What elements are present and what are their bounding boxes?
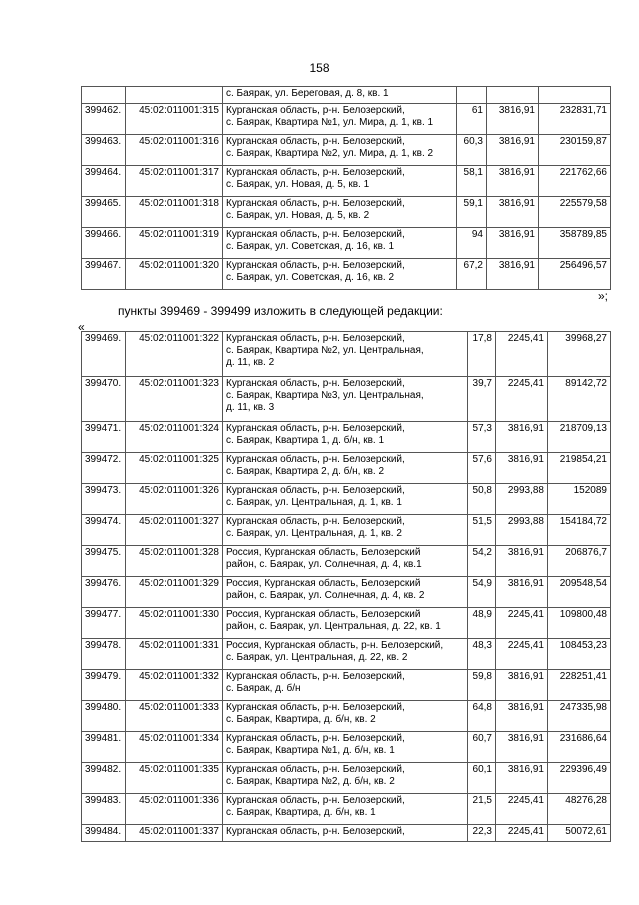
register-table-top bbox=[81, 86, 611, 290]
address-line: Курганская область, р-н. Белозерский, bbox=[226, 733, 405, 744]
cadastral-value-cell: 218709,13 bbox=[548, 422, 611, 453]
item-number-cell: 399476. bbox=[82, 577, 126, 608]
item-number-cell: 399462. bbox=[82, 104, 126, 135]
cadastral-value-cell: 109800,48 bbox=[548, 608, 611, 639]
address-cell bbox=[223, 639, 468, 670]
item-number-cell: 399479. bbox=[82, 670, 126, 701]
cadastral-number-cell: 45:02:011001:316 bbox=[126, 135, 223, 166]
item-number-cell: 399475. bbox=[82, 546, 126, 577]
address-line: Курганская область, р-н. Белозерский, bbox=[226, 795, 405, 806]
address-line: с. Баярак, Квартира, д. б/н, кв. 1 bbox=[226, 807, 376, 818]
item-number-cell: 399470. bbox=[82, 377, 126, 422]
item-number-cell: 399474. bbox=[82, 515, 126, 546]
rate-cell: 3816,91 bbox=[496, 453, 548, 484]
cadastral-value-cell: 89142,72 bbox=[548, 377, 611, 422]
item-number-cell: 399469. bbox=[82, 332, 126, 377]
cadastral-value-cell: 152089 bbox=[548, 484, 611, 515]
address-line: с. Баярак, Квартира, д. б/н, кв. 2 bbox=[226, 714, 376, 725]
address-line: Курганская область, р-н. Белозерский, bbox=[226, 671, 405, 682]
address-line: Курганская область, р-н. Белозерский, bbox=[226, 764, 405, 775]
item-number-cell: 399483. bbox=[82, 794, 126, 825]
cadastral-number-cell: 45:02:011001:326 bbox=[126, 484, 223, 515]
address-cell bbox=[223, 228, 457, 259]
rate-cell: 2245,41 bbox=[496, 825, 548, 842]
cadastral-value-cell: 221762,66 bbox=[539, 166, 611, 197]
table-row bbox=[82, 453, 611, 484]
rate-cell: 3816,91 bbox=[487, 228, 539, 259]
address-line: с. Баярак, ул. Центральная, д. 1, кв. 1 bbox=[226, 497, 402, 508]
address-cell bbox=[223, 608, 468, 639]
address-line: с. Баярак, ул. Новая, д. 5, кв. 1 bbox=[226, 179, 370, 190]
address-line: Россия, Курганская область, Белозерский bbox=[226, 578, 421, 589]
area-cell: 54,9 bbox=[468, 577, 496, 608]
cadastral-value-cell bbox=[539, 87, 611, 104]
rate-cell bbox=[487, 87, 539, 104]
cadastral-value-cell: 256496,57 bbox=[539, 259, 611, 290]
address-line: Курганская область, р-н. Белозерский, bbox=[226, 702, 405, 713]
item-number-cell: 399464. bbox=[82, 166, 126, 197]
address-cell bbox=[223, 825, 468, 842]
address-cell bbox=[223, 104, 457, 135]
cadastral-number-cell: 45:02:011001:318 bbox=[126, 197, 223, 228]
address-line: с. Баярак, ул. Советская, д. 16, кв. 2 bbox=[226, 272, 395, 283]
table-row bbox=[82, 259, 611, 290]
address-cell bbox=[223, 166, 457, 197]
rate-cell: 3816,91 bbox=[496, 422, 548, 453]
table-row bbox=[82, 484, 611, 515]
item-number-cell: 399471. bbox=[82, 422, 126, 453]
area-cell: 39,7 bbox=[468, 377, 496, 422]
address-cell bbox=[223, 87, 457, 104]
rate-cell: 2993,88 bbox=[496, 484, 548, 515]
address-line: с. Баярак, Квартира №2, ул. Мира, д. 1, кв. 2 bbox=[226, 148, 434, 159]
area-cell: 59,1 bbox=[457, 197, 487, 228]
opening-quote-mark: « bbox=[78, 320, 85, 334]
address-cell bbox=[223, 794, 468, 825]
address-line: Курганская область, р-н. Белозерский, bbox=[226, 136, 405, 147]
table-row bbox=[82, 546, 611, 577]
area-cell: 21,5 bbox=[468, 794, 496, 825]
rate-cell: 2245,41 bbox=[496, 608, 548, 639]
item-number-cell bbox=[82, 87, 126, 104]
area-cell: 57,6 bbox=[468, 453, 496, 484]
cadastral-value-cell: 48276,28 bbox=[548, 794, 611, 825]
address-cell bbox=[223, 732, 468, 763]
item-number-cell: 399473. bbox=[82, 484, 126, 515]
address-line: Курганская область, р-н. Белозерский, bbox=[226, 485, 405, 496]
cadastral-number-cell: 45:02:011001:315 bbox=[126, 104, 223, 135]
cadastral-number-cell: 45:02:011001:325 bbox=[126, 453, 223, 484]
item-number-cell: 399484. bbox=[82, 825, 126, 842]
area-cell bbox=[457, 87, 487, 104]
rate-cell: 2993,88 bbox=[496, 515, 548, 546]
address-line: Курганская область, р-н. Белозерский, bbox=[226, 454, 405, 465]
address-line: д. 11, кв. 2 bbox=[226, 357, 275, 368]
address-cell bbox=[223, 453, 468, 484]
address-line: д. 11, кв. 3 bbox=[226, 402, 275, 413]
cadastral-value-cell: 206876,7 bbox=[548, 546, 611, 577]
area-cell: 60,1 bbox=[468, 763, 496, 794]
address-line: с. Баярак, Квартира №2, д. б/н, кв. 2 bbox=[226, 776, 395, 787]
table-row bbox=[82, 732, 611, 763]
rate-cell: 2245,41 bbox=[496, 332, 548, 377]
address-line: с. Баярак, ул. Береговая, д. 8, кв. 1 bbox=[226, 88, 389, 99]
cadastral-number-cell: 45:02:011001:317 bbox=[126, 166, 223, 197]
address-line: район, с. Баярак, ул. Солнечная, д. 4, кв.1 bbox=[226, 559, 422, 570]
address-line: район, с. Баярак, ул. Солнечная, д. 4, кв. 2 bbox=[226, 590, 425, 601]
address-cell bbox=[223, 197, 457, 228]
area-cell: 48,3 bbox=[468, 639, 496, 670]
rate-cell: 3816,91 bbox=[496, 670, 548, 701]
address-cell bbox=[223, 670, 468, 701]
rate-cell: 3816,91 bbox=[487, 104, 539, 135]
cadastral-value-cell: 219854,21 bbox=[548, 453, 611, 484]
table-row bbox=[82, 608, 611, 639]
address-cell bbox=[223, 377, 468, 422]
cadastral-number-cell: 45:02:011001:328 bbox=[126, 546, 223, 577]
address-line: Россия, Курганская область, р-н. Белозерский, bbox=[226, 640, 444, 651]
cadastral-number-cell: 45:02:011001:334 bbox=[126, 732, 223, 763]
address-line: с. Баярак, ул. Центральная, д. 22, кв. 2 bbox=[226, 652, 408, 663]
address-cell bbox=[223, 332, 468, 377]
address-cell bbox=[223, 701, 468, 732]
area-cell: 51,5 bbox=[468, 515, 496, 546]
cadastral-number-cell: 45:02:011001:335 bbox=[126, 763, 223, 794]
area-cell: 67,2 bbox=[457, 259, 487, 290]
cadastral-number-cell: 45:02:011001:333 bbox=[126, 701, 223, 732]
item-number-cell: 399466. bbox=[82, 228, 126, 259]
address-cell bbox=[223, 763, 468, 794]
cadastral-number-cell: 45:02:011001:336 bbox=[126, 794, 223, 825]
cadastral-value-cell: 247335,98 bbox=[548, 701, 611, 732]
address-line: с. Баярак, Квартира №3, ул. Центральная, bbox=[226, 390, 424, 401]
rate-cell: 2245,41 bbox=[496, 639, 548, 670]
address-cell bbox=[223, 515, 468, 546]
address-cell bbox=[223, 484, 468, 515]
cadastral-value-cell: 228251,41 bbox=[548, 670, 611, 701]
cadastral-number-cell: 45:02:011001:329 bbox=[126, 577, 223, 608]
address-line: Россия, Курганская область, Белозерский bbox=[226, 547, 421, 558]
cadastral-value-cell: 154184,72 bbox=[548, 515, 611, 546]
cadastral-value-cell: 231686,64 bbox=[548, 732, 611, 763]
item-number-cell: 399480. bbox=[82, 701, 126, 732]
cadastral-number-cell: 45:02:011001:322 bbox=[126, 332, 223, 377]
table-row bbox=[82, 104, 611, 135]
address-line: Курганская область, р-н. Белозерский, bbox=[226, 423, 405, 434]
cadastral-number-cell: 45:02:011001:320 bbox=[126, 259, 223, 290]
cadastral-number-cell: 45:02:011001:331 bbox=[126, 639, 223, 670]
register-table-bottom bbox=[81, 331, 611, 842]
area-cell: 57,3 bbox=[468, 422, 496, 453]
amendment-instruction: пункты 399469 - 399499 изложить в следующей редакции: bbox=[118, 304, 443, 318]
cadastral-value-cell: 229396,49 bbox=[548, 763, 611, 794]
area-cell: 50,8 bbox=[468, 484, 496, 515]
table-row bbox=[82, 166, 611, 197]
area-cell: 64,8 bbox=[468, 701, 496, 732]
address-cell bbox=[223, 422, 468, 453]
address-line: Курганская область, р-н. Белозерский, bbox=[226, 826, 405, 837]
table-row bbox=[82, 794, 611, 825]
table-row bbox=[82, 825, 611, 842]
address-cell bbox=[223, 135, 457, 166]
table-row bbox=[82, 763, 611, 794]
address-line: с. Баярак, Квартира №1, ул. Мира, д. 1, кв. 1 bbox=[226, 117, 434, 128]
address-line: с. Баярак, ул. Советская, д. 16, кв. 1 bbox=[226, 241, 395, 252]
cadastral-number-cell: 45:02:011001:324 bbox=[126, 422, 223, 453]
rate-cell: 3816,91 bbox=[487, 197, 539, 228]
address-cell bbox=[223, 259, 457, 290]
cadastral-value-cell: 225579,58 bbox=[539, 197, 611, 228]
table-row bbox=[82, 515, 611, 546]
address-line: Курганская область, р-н. Белозерский, bbox=[226, 229, 405, 240]
cadastral-number-cell: 45:02:011001:337 bbox=[126, 825, 223, 842]
item-number-cell: 399482. bbox=[82, 763, 126, 794]
area-cell: 60,3 bbox=[457, 135, 487, 166]
area-cell: 61 bbox=[457, 104, 487, 135]
rate-cell: 3816,91 bbox=[496, 577, 548, 608]
address-cell bbox=[223, 546, 468, 577]
rate-cell: 3816,91 bbox=[496, 732, 548, 763]
cadastral-number-cell: 45:02:011001:323 bbox=[126, 377, 223, 422]
cadastral-value-cell: 108453,23 bbox=[548, 639, 611, 670]
table-row bbox=[82, 87, 611, 104]
rate-cell: 3816,91 bbox=[496, 763, 548, 794]
table-row bbox=[82, 701, 611, 732]
address-line: с. Баярак, ул. Новая, д. 5, кв. 2 bbox=[226, 210, 370, 221]
cadastral-value-cell: 39968,27 bbox=[548, 332, 611, 377]
cadastral-value-cell: 209548,54 bbox=[548, 577, 611, 608]
table-row bbox=[82, 135, 611, 166]
rate-cell: 3816,91 bbox=[487, 259, 539, 290]
cadastral-number-cell: 45:02:011001:332 bbox=[126, 670, 223, 701]
item-number-cell: 399477. bbox=[82, 608, 126, 639]
table-row bbox=[82, 422, 611, 453]
address-line: с. Баярак, д. б/н bbox=[226, 683, 301, 694]
cadastral-value-cell: 232831,71 bbox=[539, 104, 611, 135]
area-cell: 48,9 bbox=[468, 608, 496, 639]
item-number-cell: 399465. bbox=[82, 197, 126, 228]
cadastral-value-cell: 230159,87 bbox=[539, 135, 611, 166]
address-line: Курганская область, р-н. Белозерский, bbox=[226, 516, 405, 527]
rate-cell: 3816,91 bbox=[487, 135, 539, 166]
address-line: с. Баярак, Квартира №2, ул. Центральная, bbox=[226, 345, 424, 356]
page-number: 158 bbox=[309, 61, 330, 75]
address-line: район, с. Баярак, ул. Центральная, д. 22, кв. 1 bbox=[226, 621, 441, 632]
cadastral-number-cell: 45:02:011001:319 bbox=[126, 228, 223, 259]
area-cell: 22,3 bbox=[468, 825, 496, 842]
table-row bbox=[82, 377, 611, 422]
address-line: Курганская область, р-н. Белозерский, bbox=[226, 167, 405, 178]
rate-cell: 3816,91 bbox=[496, 701, 548, 732]
cadastral-number-cell: 45:02:011001:327 bbox=[126, 515, 223, 546]
table-row bbox=[82, 197, 611, 228]
item-number-cell: 399472. bbox=[82, 453, 126, 484]
rate-cell: 3816,91 bbox=[487, 166, 539, 197]
area-cell: 58,1 bbox=[457, 166, 487, 197]
cadastral-value-cell: 358789,85 bbox=[539, 228, 611, 259]
table-row bbox=[82, 228, 611, 259]
table-row bbox=[82, 332, 611, 377]
item-number-cell: 399463. bbox=[82, 135, 126, 166]
address-line: Курганская область, р-н. Белозерский, bbox=[226, 333, 405, 344]
closing-quote-mark: »; bbox=[598, 289, 609, 303]
address-line: Курганская область, р-н. Белозерский, bbox=[226, 198, 405, 209]
area-cell: 94 bbox=[457, 228, 487, 259]
item-number-cell: 399467. bbox=[82, 259, 126, 290]
cadastral-value-cell: 50072,61 bbox=[548, 825, 611, 842]
address-line: Курганская область, р-н. Белозерский, bbox=[226, 378, 405, 389]
cadastral-number-cell: 45:02:011001:330 bbox=[126, 608, 223, 639]
area-cell: 60,7 bbox=[468, 732, 496, 763]
area-cell: 17,8 bbox=[468, 332, 496, 377]
rate-cell: 2245,41 bbox=[496, 794, 548, 825]
cadastral-number-cell bbox=[126, 87, 223, 104]
table-row bbox=[82, 670, 611, 701]
address-line: Курганская область, р-н. Белозерский, bbox=[226, 105, 405, 116]
item-number-cell: 399478. bbox=[82, 639, 126, 670]
area-cell: 54,2 bbox=[468, 546, 496, 577]
address-line: с. Баярак, Квартира 1, д. б/н, кв. 1 bbox=[226, 435, 385, 446]
address-line: с. Баярак, ул. Центральная, д. 1, кв. 2 bbox=[226, 528, 402, 539]
address-cell bbox=[223, 577, 468, 608]
item-number-cell: 399481. bbox=[82, 732, 126, 763]
rate-cell: 3816,91 bbox=[496, 546, 548, 577]
address-line: Курганская область, р-н. Белозерский, bbox=[226, 260, 405, 271]
address-line: с. Баярак, Квартира №1, д. б/н, кв. 1 bbox=[226, 745, 395, 756]
address-line: с. Баярак, Квартира 2, д. б/н, кв. 2 bbox=[226, 466, 385, 477]
area-cell: 59,8 bbox=[468, 670, 496, 701]
table-row bbox=[82, 639, 611, 670]
rate-cell: 2245,41 bbox=[496, 377, 548, 422]
table-row bbox=[82, 577, 611, 608]
address-line: Россия, Курганская область, Белозерский bbox=[226, 609, 421, 620]
